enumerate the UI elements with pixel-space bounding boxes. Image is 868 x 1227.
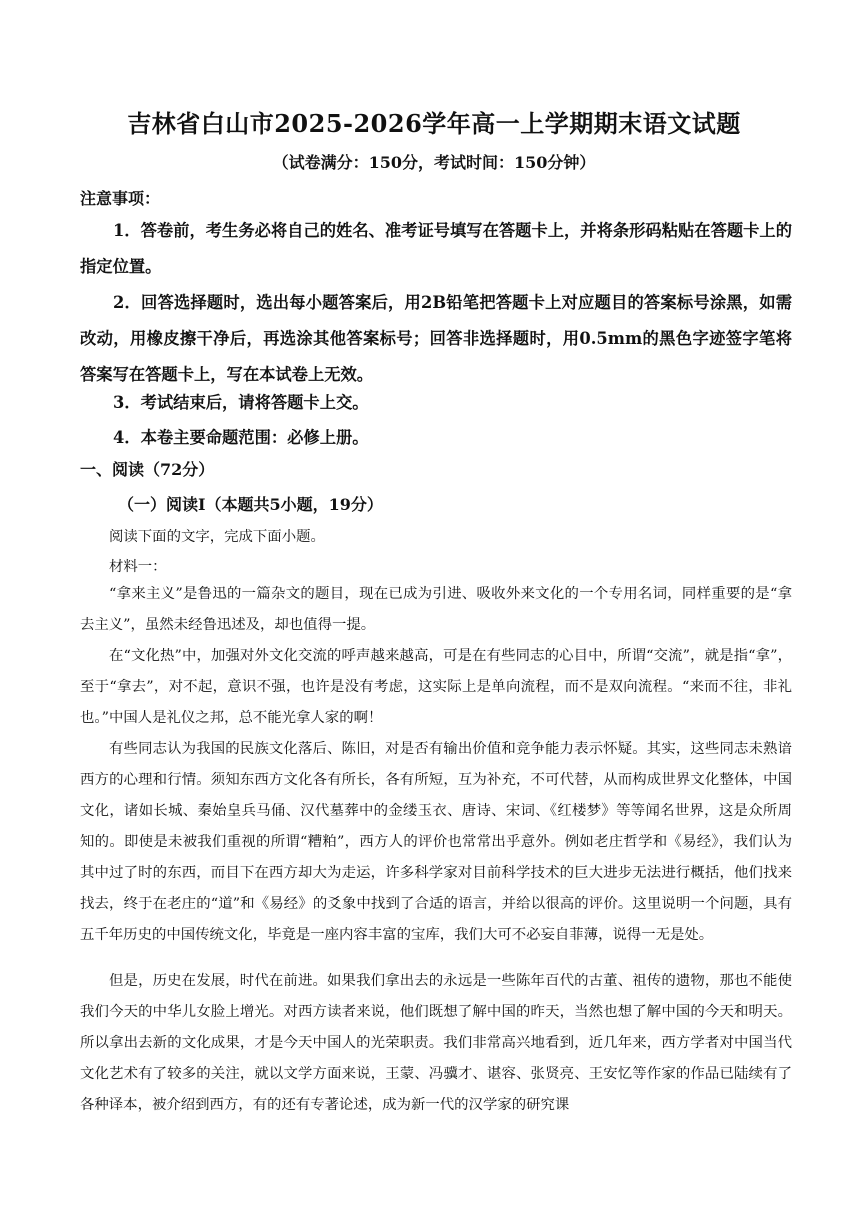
reading-instruction: 阅读下面的文字，完成下面小题。 bbox=[109, 529, 325, 545]
paragraph-4: 但是，历史在发展，时代在前进。如果我们拿出去的永远是一些陈年百代的古董、祖传的遗物，那也不能使我们今天的中华儿女脸上增光。对西方读者来说，他们既想了解中国的昨天，当然也想了解中国的今天和明天。所以拿出去新的文化成果，才是今天中国人的光荣职责。我们非常高兴地看到，近几年来，西方学者对中国当代文化艺术有了较多的关注，就以文学方面来说，王蒙、冯骥才、谌容、张贤亮、王安忆等作家的作品已陆续有了各种译本，被介绍到西方，有的还有专著论述，成为新一代的汉学家的研究课 bbox=[80, 973, 792, 1113]
note-item-4: 4．本卷主要命题范围：必修上册。 bbox=[113, 428, 369, 447]
notes-heading: 注意事项： bbox=[80, 189, 161, 208]
sub-section-heading: （一）阅读I（本题共5小题，19分） bbox=[118, 495, 383, 514]
exam-title: 吉林省白山市2025-2026学年高一上学期期末语文试题 bbox=[127, 109, 741, 138]
note-item-2: 2．回答选择题时，选出每小题答案后，用2B铅笔把答题卡上对应题目的答案标号涂黑，如需改动，用橡皮擦干净后，再选涂其他答案标号；回答非选择题时，用0.5mm的黑色字迹签字笔将答案写在答题卡上，写在本试卷上无效。 bbox=[80, 293, 792, 384]
paragraph-1: “拿来主义”是鲁迅的一篇杂文的题目，现在已成为引进、吸收外来文化的一个专用名词，同样重要的是“拿去主义”，虽然未经鲁迅述及，却也值得一提。 bbox=[80, 586, 792, 633]
note-item-3: 3．考试结束后，请将答题卡上交。 bbox=[113, 393, 369, 412]
material-label: 材料一： bbox=[109, 559, 167, 575]
exam-subtitle: （试卷满分：150分，考试时间：150分钟） bbox=[272, 153, 596, 172]
paragraph-3: 有些同志认为我国的民族文化落后、陈旧，对是否有输出价值和竞争能力表示怀疑。其实，这些同志未熟谙西方的心理和行情。须知东西方文化各有所长，各有所短，互为补充，不可代替，从而构成世界文化整体，中国文化，诸如长城、秦始皇兵马俑、汉代墓葬中的金缕玉衣、唐诗、宋词、《红楼梦》等等闻名世界，这是众所周知的。即使是未被我们重视的所谓“糟粕”，西方人的评价也常常出乎意外。例如老庄哲学和《易经》，我们认为其中过了时的东西，而目下在西方却大为走运，许多科学家对目前科学技术的巨大进步无法进行概括，他们找来找去，终于在老庄的“道”和《易经》的爻象中找到了合适的语言，并给以很高的评价。这里说明一个问题，具有五千年历史的中国传统文化，毕竟是一座内容丰富的宝库，我们大可不必妄自菲薄，说得一无是处。 bbox=[80, 741, 792, 943]
note-item-1: 1．答卷前，考生务必将自己的姓名、准考证号填写在答题卡上，并将条形码粘贴在答题卡上的指定位置。 bbox=[80, 221, 792, 276]
paragraph-2: 在“文化热”中，加强对外文化交流的呼声越来越高，可是在有些同志的心目中，所谓“交流”，就是指“拿”，至于“拿去”，对不起，意识不强，也许是没有考虑，这实际上是单向流程，而不是双向流程。“来而不往，非礼也。”中国人是礼仪之邦，总不能光拿人家的啊！ bbox=[80, 648, 792, 726]
section-heading: 一、阅读（72分） bbox=[80, 460, 215, 479]
